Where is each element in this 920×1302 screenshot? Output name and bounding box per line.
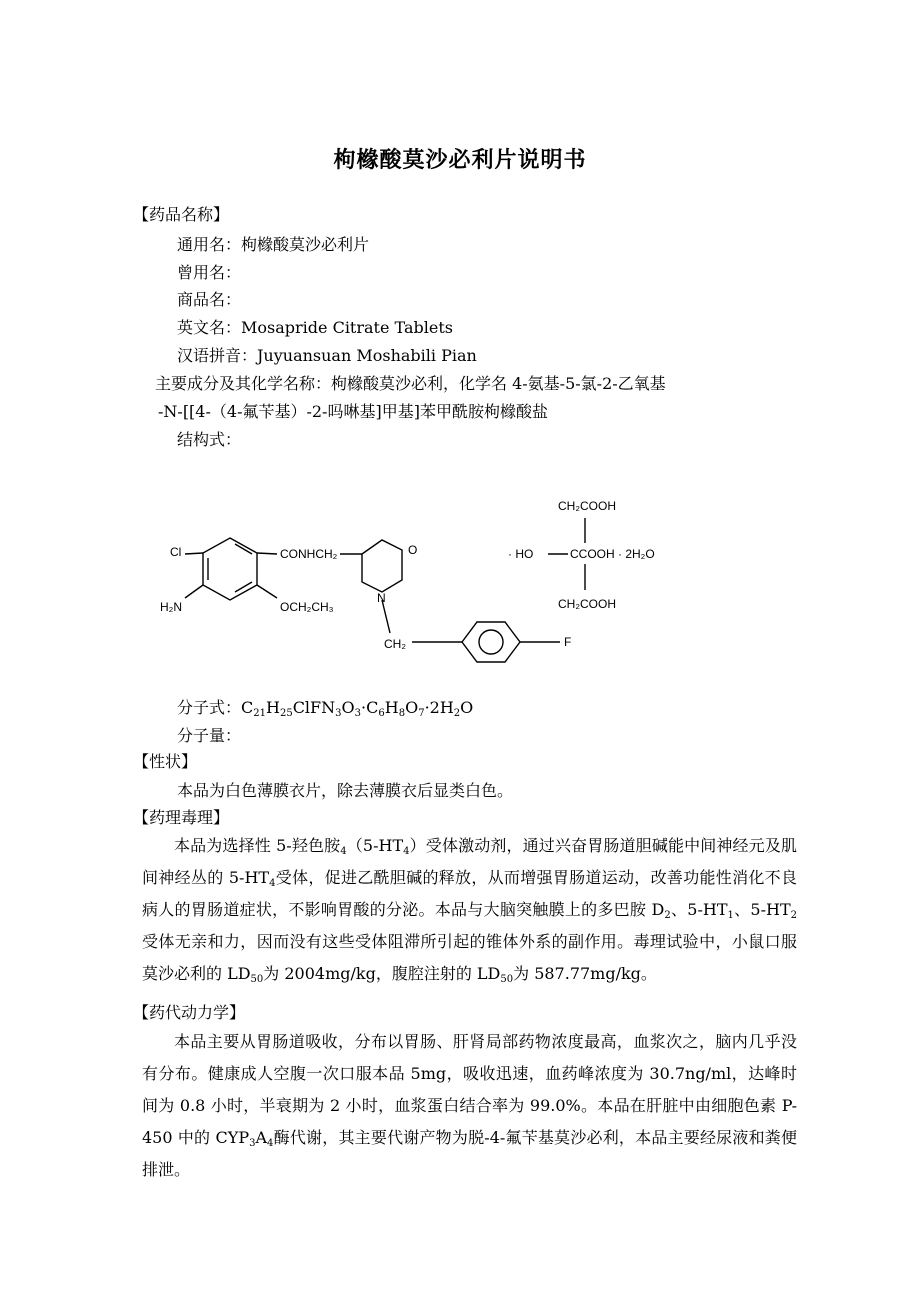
fluorine-label: F xyxy=(564,635,572,649)
molecular-weight: 分子量： xyxy=(177,726,242,745)
citrate-top-label: CH₂COOH xyxy=(558,499,616,513)
generic-name: 通用名：枸橼酸莫沙必利片 xyxy=(177,235,370,254)
molecular-formula: 分子式：$C_{21}H_{25}ClFN_3O_3\cdot C_6H_8O_7\cdot 2H_2O$ xyxy=(177,698,474,719)
section-header-pharmacokinetics: 【药代动力学】 xyxy=(133,1003,246,1022)
chlorine-label: Cl xyxy=(170,545,182,559)
pharmacokinetics-text: 本品主要从胃肠道吸收，分布以胃肠、肝肾局部药物浓度最高，血浆次之，脑内几乎没有分布。健康成人空腹一次口服本品 5mg，吸收迅速，血药峰浓度为 30.7ng/ml，达峰时间为 0.8 小时，半衰期为 2 小时，血浆蛋白结合率为 99.0%。本品在肝脏中由细胞色素 P-450 中的 $CYP_3A_4$酶代谢，其主要代谢产物为脱-4-氟苄基莫沙必利，本品主要经尿液和粪便排泄。 xyxy=(142,1032,797,1179)
trade-name: 商品名： xyxy=(177,290,242,309)
former-name: 曾用名： xyxy=(177,263,242,282)
english-name: 英文名：Mosapride Citrate Tablets xyxy=(177,318,453,337)
amino-label: H₂N xyxy=(160,600,182,614)
section-header-pharmacology: 【药理毒理】 xyxy=(133,808,230,827)
ethoxy-label: OCH₂CH₃ xyxy=(280,600,334,614)
citrate-hydroxyl-label: · HO xyxy=(508,547,534,561)
methylene-label: CH₂ xyxy=(384,637,406,651)
ingredients-line-2: -N-[[4-（4-氟苄基）-2-吗啉基]甲基]苯甲酰胺枸橼酸盐 xyxy=(158,402,548,421)
morpholine-nitrogen-label: N xyxy=(377,591,386,605)
section-header-properties: 【性状】 xyxy=(133,752,198,771)
pharmacology-text: 本品为选择性 5-羟色胺$_4(5-HT_4)$受体激动剂，通过兴奋胃肠道胆碱能中间神经元及肌间神经丛的 $5-HT_4$受体，促进乙酰胆碱的释放，从而增强胃肠道运动，改善功能性消化不良病人的胃肠道症状，不影响胃酸的分泌。本品与大脑突触膜上的多巴胺 $D_2$、$5-HT_1$、$5-HT_2$受体无亲和力，因而没有这些受体阻滞所引起的锥体外系的副作用。毒理试验中，小鼠口服莫沙必利的 $LD_{50}$为 2004mg/kg，腹腔注射的 $LD_{50}$为 587.77mg/kg。 xyxy=(142,836,797,985)
section-header-drug-name: 【药品名称】 xyxy=(133,205,230,224)
pinyin-name: 汉语拼音：Juyuansuan Moshabili Pian xyxy=(177,346,477,365)
structural-formula xyxy=(150,488,710,668)
conhch2-label: CONHCH₂ xyxy=(280,547,338,561)
morpholine-oxygen-label: O xyxy=(408,543,418,557)
properties-text: 本品为白色薄膜衣片，除去薄膜衣后显类白色。 xyxy=(177,781,514,800)
citrate-bottom-label: CH₂COOH xyxy=(558,597,616,611)
ingredients-line-1: 主要成分及其化学名称：枸橼酸莫沙必利，化学名 4-氨基-5-氯-2-乙氧基 xyxy=(155,374,666,393)
document-title: 枸橼酸莫沙必利片说明书 xyxy=(333,147,587,173)
structure-label: 结构式： xyxy=(177,430,242,449)
citrate-carboxyl-hydrate-label: CCOOH · 2H₂O xyxy=(570,547,655,561)
